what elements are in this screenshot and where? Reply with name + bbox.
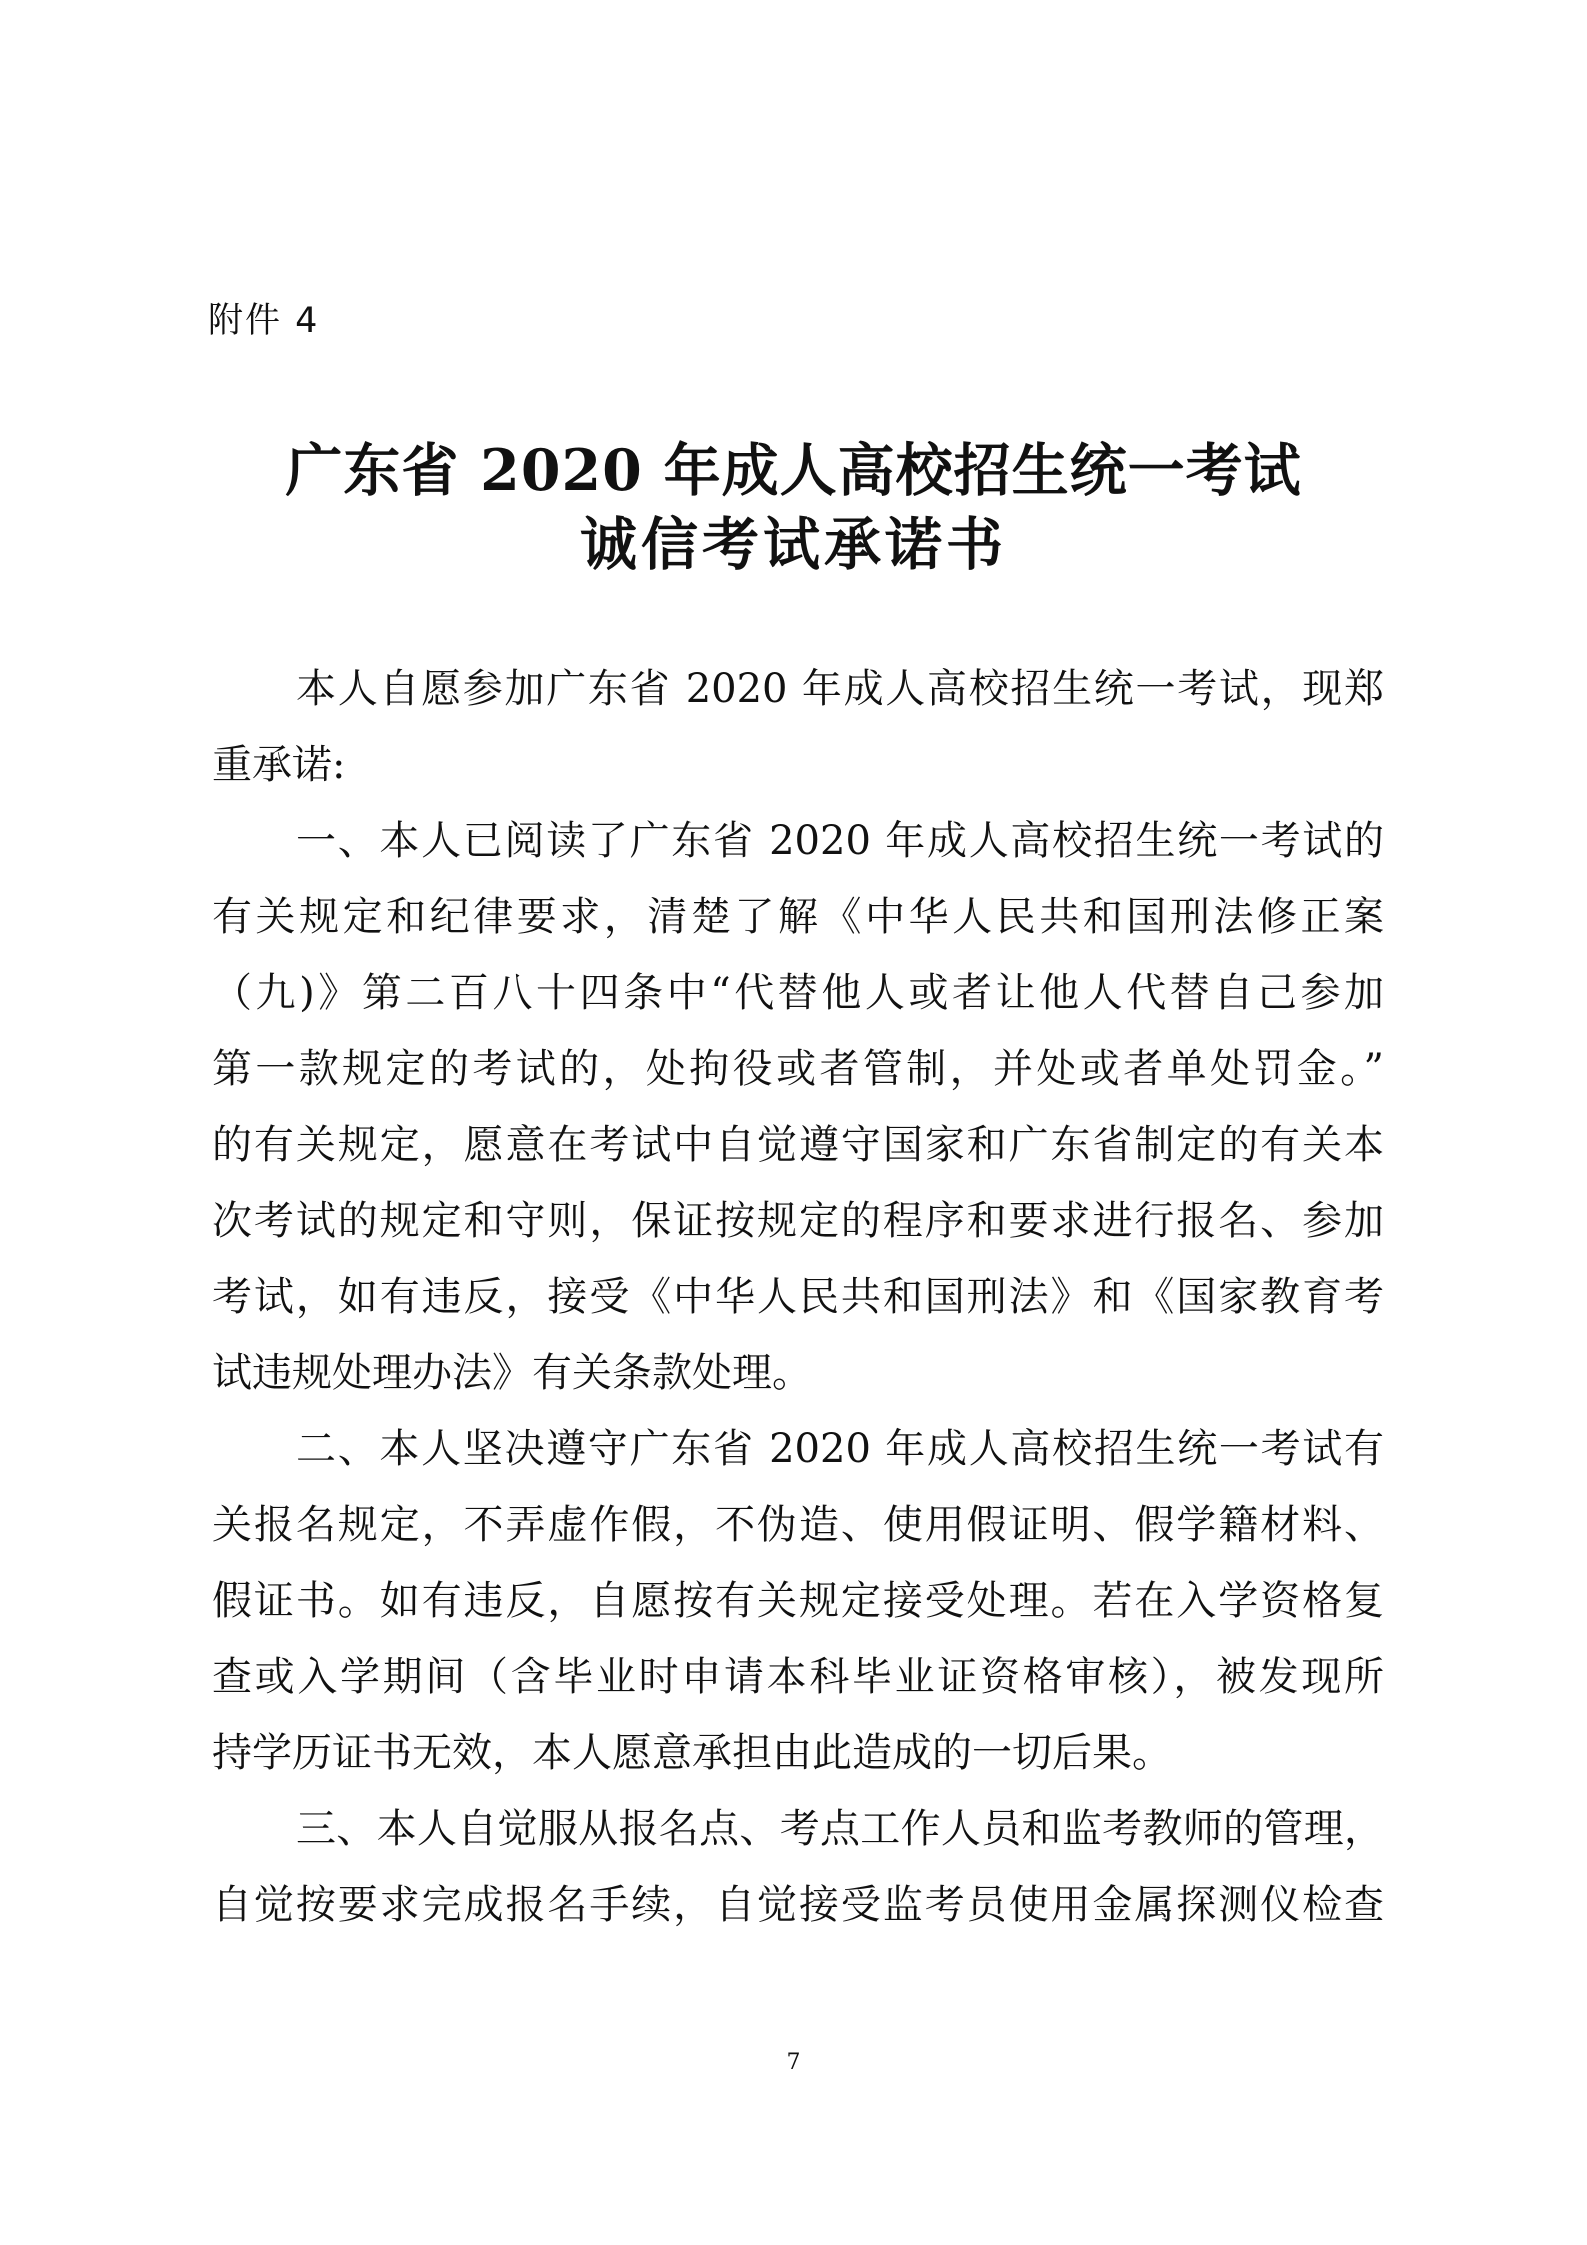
body-line: 重承诺: [212,742,346,788]
body-line: 的有关规定，愿意在考试中自觉遵守国家和广东省制定的有关本 [212,1122,1384,1168]
body-line: 试违规处理办法》有关条款处理。 [212,1350,812,1396]
body-line: 有关规定和纪律要求，清楚了解《中华人民共和国刑法修正案 [212,894,1384,940]
body-line: 关报名规定，不弄虚作假，不伪造、使用假证明、假学籍材料、 [212,1502,1384,1548]
body-line: 假证书。如有违反，自愿按有关规定接受处理。若在入学资格复 [212,1578,1384,1624]
body-line: 次考试的规定和守则，保证按规定的程序和要求进行报名、参加 [212,1198,1384,1244]
body-line: 三、本人自觉服从报名点、考点工作人员和监考教师的管理， [296,1806,1384,1852]
body-line: （九)》第二百八十四条中“代替他人或者让他人代替自己参加 [212,970,1384,1016]
page-number: 7 [786,2050,801,2075]
attachment-label: 附件 4 [208,301,320,341]
body-line: 二、本人坚决遵守广东省 2020 年成人高校招生统一考试有 [296,1426,1384,1472]
body-line: 本人自愿参加广东省 2020 年成人高校招生统一考试，现郑 [296,666,1384,712]
body-line: 第一款规定的考试的，处拘役或者管制，并处或者单处罚金。” [212,1046,1384,1092]
body-line: 查或入学期间（含毕业时申请本科毕业证资格审核），被发现所 [212,1654,1384,1700]
document-title-line-2: 诚信考试承诺书 [580,511,1007,578]
body-line: 自觉按要求完成报名手续，自觉接受监考员使用金属探测仪检查 [212,1882,1384,1928]
body-line: 一、本人已阅读了广东省 2020 年成人高校招生统一考试的 [296,818,1384,864]
body-line: 持学历证书无效，本人愿意承担由此造成的一切后果。 [212,1730,1172,1776]
document-title-line-1: 广东省 2020 年成人高校招生统一考试 [285,437,1302,504]
body-line: 考试，如有违反，接受《中华人民共和国刑法》和《国家教育考 [212,1274,1384,1320]
